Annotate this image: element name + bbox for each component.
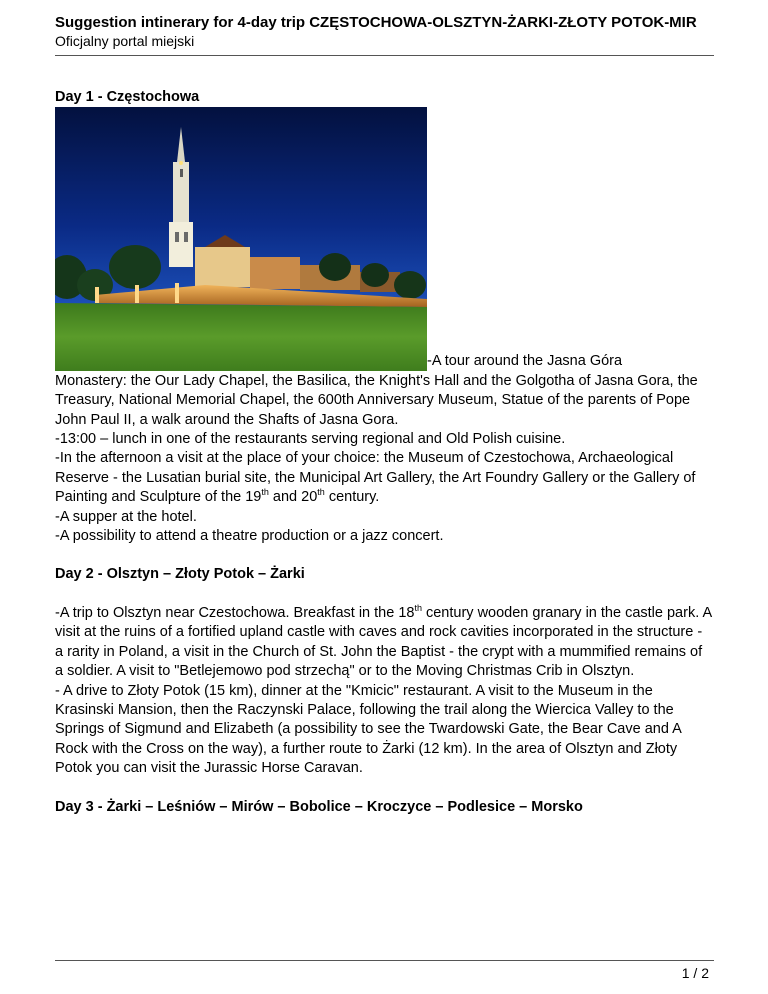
document-title: Suggestion intinerary for 4-day trip CZĘSTOCHOWA-OLSZTYN-ŻARKI-ZŁOTY POTOK-MIR: [55, 14, 697, 31]
document-body: [55, 88, 714, 817]
day1-paragraph-supper: -A supper at the hotel.: [55, 508, 197, 525]
day2-heading: Day 2 - Olsztyn – Złoty Potok – Żarki: [55, 566, 305, 583]
day2-paragraph-zloty-potok: - A drive to Złoty Potok (15 km), dinner at the "Kmicic" restaurant. A visit to the Museum in the Krasinski Mansion, then the Raczynski Palace, following the trail along the Wiercica Valley to the Springs of Sigmund and Elizabeth (a possibility to see the Twardowski Gate, the Bear Cave and A Rock with the Cross on the way), a further route to Żarki (12 km). In the area of Olsztyn and Złoty Potok you can visit the Jurassic Horse Caravan.: [55, 682, 682, 777]
day1-paragraph-lunch: -13:00 – lunch in one of the restaurants serving regional and Old Polish cuisine.: [55, 431, 566, 448]
jasna-gora-monastery-photo: [55, 107, 427, 371]
day1-heading: Day 1 - Częstochowa: [55, 89, 200, 105]
day1-paragraph-afternoon: -In the afternoon a visit at the place of your choice: the Museum of Czestochowa, Archaeological Reserve - the Lusatian burial site, the Municipal Art Gallery, the Art Foundry Gallery or the Gallery of Painting and Sculpture of the 19th and 20th century.: [55, 450, 696, 506]
day1-paragraph-tour: Monastery: the Our Lady Chapel, the Basilica, the Knight's Hall and the Golgotha of Jasna Gora, the Treasury, National Memorial Chapel, the 600th Anniversary Museum, Statue of the parents of Pope John Paul II, a walk around the Shafts of Jasna Gora.: [55, 372, 698, 428]
day2-paragraph-olsztyn: -A trip to Olsztyn near Czestochowa. Breakfast in the 18th century wooden granary in the castle park. A visit at the ruins of a fortified upland castle with caves and rock cavities incorporated in the structure - a rarity in Poland, a visit in the Church of St. John the Baptist - the crypt with a mummified remains of a soldier. A visit to "Betlejemowo pod strzechą" or to the Moving Christmas Crib in Olsztyn.: [55, 602, 712, 680]
document-header: [55, 14, 768, 50]
page-number: 1 / 2: [681, 965, 709, 981]
document-subtitle: Oficjalny portal miejski: [55, 33, 195, 49]
day1-paragraph-tour-first-line: -A tour around the Jasna Góra: [427, 353, 623, 370]
header-divider: [55, 55, 714, 56]
day1-paragraph-evening: -A possibility to attend a theatre production or a jazz concert.: [55, 528, 444, 545]
day3-heading: Day 3 - Żarki – Leśniów – Mirów – Bobolice – Kroczyce – Podlesice – Morsko: [55, 798, 583, 815]
footer-divider: [55, 960, 714, 961]
